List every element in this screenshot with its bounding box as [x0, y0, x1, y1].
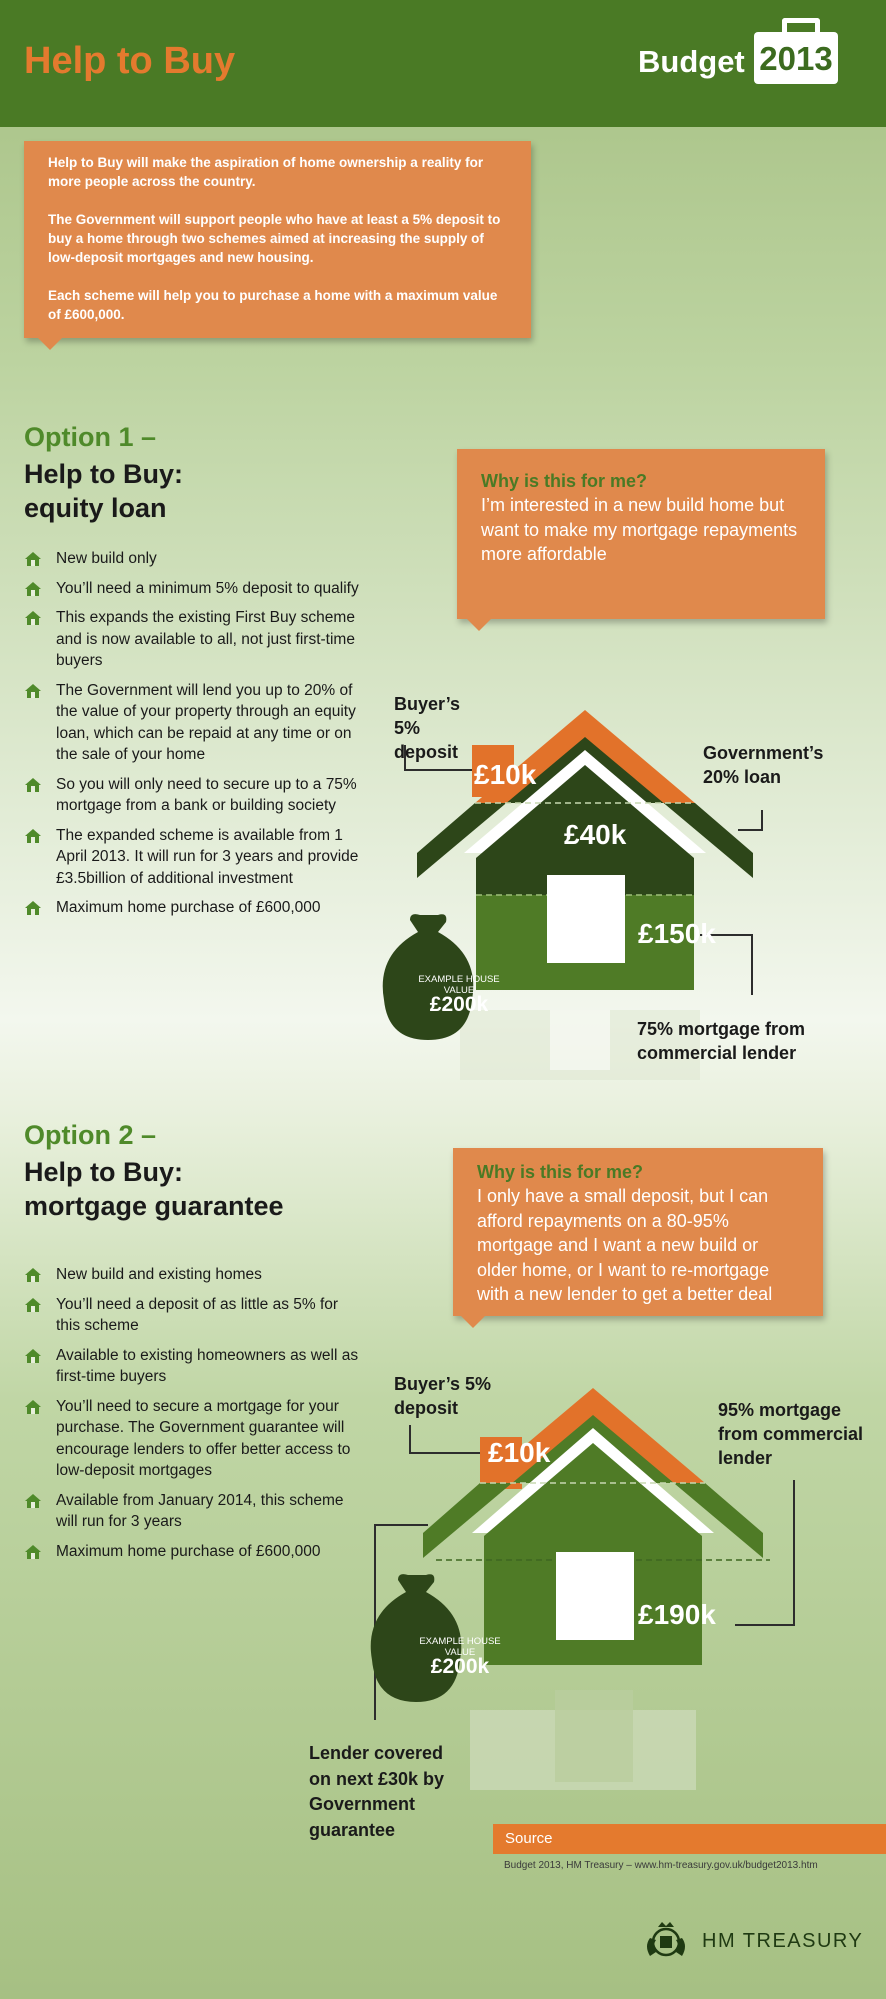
mortgage-value: £150k: [638, 918, 716, 949]
option2-title-line1: Help to Buy:: [24, 1157, 183, 1187]
house-bullet-icon: [24, 683, 42, 699]
why-text: I’m interested in a new build home but want to make my mortgage repayments more affordable: [481, 495, 798, 564]
list-item: Available to existing homeowners as well as first-time buyers: [24, 1345, 364, 1388]
bag-value: £200k: [430, 1655, 490, 1678]
callout-line: [738, 810, 762, 830]
bag-caption: EXAMPLE HOUSE VALUE: [419, 1636, 501, 1658]
page-title: Help to Buy: [24, 40, 236, 82]
callout-line: [735, 1480, 794, 1625]
option1-label: Option 1 –: [24, 422, 157, 452]
header-bar: [0, 0, 886, 127]
source-link-text[interactable]: Budget 2013, HM Treasury – www.hm-treasury.gov.uk/budget2013.htm: [504, 1860, 818, 1871]
guarantee-label: Lender covered on next £30k by Government guarantee: [309, 1743, 445, 1840]
speech-tail: [461, 1316, 485, 1328]
list-item: You’ll need a deposit of as little as 5% for this scheme: [24, 1294, 364, 1337]
why-heading: Why is this for me?: [477, 1162, 644, 1182]
hm-treasury-label: HM TREASURY: [702, 1930, 864, 1952]
option1-title-line1: Help to Buy:: [24, 459, 183, 489]
loan-value: £40k: [564, 819, 627, 850]
bag-value: £200k: [429, 993, 489, 1016]
house-bullet-icon: [24, 551, 42, 567]
deposit-label: Buyer’s 5% deposit: [394, 1374, 492, 1418]
budget-logo-year: 2013: [759, 40, 833, 77]
callout-line: [410, 1425, 480, 1453]
house-bullet-icon: [24, 1348, 42, 1364]
house-window: [556, 1552, 634, 1640]
source-bar: Source: [493, 1824, 886, 1854]
option2-bullet-list: [24, 1264, 364, 1570]
deposit-label: Buyer’s 5% deposit: [394, 694, 461, 762]
list-item: New build only: [24, 548, 364, 570]
option2-title-line2: mortgage guarantee: [24, 1191, 284, 1221]
loan-label: Government’s 20% loan: [703, 743, 824, 787]
house-bullet-icon: [24, 610, 42, 626]
option1-why-box: [457, 449, 825, 619]
house-bullet-icon: [24, 900, 42, 916]
mortgage-value: £190k: [638, 1599, 716, 1630]
house-window: [547, 875, 625, 963]
speech-tail: [467, 619, 491, 631]
house-bullet-icon: [24, 777, 42, 793]
option2-label: Option 2 –: [24, 1120, 157, 1150]
list-item: The Government will lend you up to 20% of the value of your property through an equity loan, which can be repaid at any time or on the sale of your home: [24, 680, 364, 766]
list-item: You’ll need a minimum 5% deposit to qualify: [24, 578, 364, 600]
house-reflection-window: [555, 1690, 633, 1782]
list-item: So you will only need to secure up to a 75% mortgage from a bank or building society: [24, 774, 364, 817]
intro-paragraph: Help to Buy will make the aspiration of home ownership a reality for more people across the country.: [48, 155, 484, 189]
budget-logo-word: Budget: [638, 44, 745, 79]
option1-bullet-list: [24, 548, 364, 927]
house-bullet-icon: [24, 1544, 42, 1560]
list-item: This expands the existing First Buy scheme and is now available to all, not just first-time buyers: [24, 607, 364, 672]
house-bullet-icon: [24, 581, 42, 597]
list-item: Available from January 2014, this scheme will run for 3 years: [24, 1490, 364, 1533]
speech-tail: [38, 338, 62, 350]
deposit-value: £10k: [474, 759, 537, 790]
list-item: Maximum home purchase of £600,000: [24, 897, 364, 919]
deposit-value: £10k: [488, 1437, 551, 1468]
house-bullet-icon: [24, 1297, 42, 1313]
budget-briefcase-icon: [754, 32, 838, 84]
house-reflection-window: [550, 1010, 610, 1070]
list-item: Maximum home purchase of £600,000: [24, 1541, 364, 1563]
house-bullet-icon: [24, 828, 42, 844]
house-bullet-icon: [24, 1399, 42, 1415]
list-item: You’ll need to secure a mortgage for your purchase. The Government guarantee will encourage lenders to offer better access to low-deposit mortgages: [24, 1396, 364, 1482]
mortgage-label: 95% mortgage from commercial lender: [718, 1400, 864, 1468]
house-bullet-icon: [24, 1493, 42, 1509]
house-bullet-icon: [24, 1267, 42, 1283]
why-text: I only have a small deposit, but I can afford repayments on a 80-95% mortgage and I want a new build or older home, or I want to re-mortgage with a new lender to get a better deal: [477, 1186, 773, 1304]
intro-paragraph: The Government will support people who have at least a 5% deposit to buy a home through two schemes aimed at increasing the supply of low-deposit mortgages and new housing.: [48, 212, 501, 265]
option1-title-line2: equity loan: [24, 493, 167, 523]
option2-why-box: [453, 1148, 823, 1316]
mortgage-label: 75% mortgage from commercial lender: [637, 1019, 806, 1063]
intro-box: [24, 141, 531, 338]
bag-caption: EXAMPLE HOUSE VALUE: [418, 974, 500, 996]
list-item: New build and existing homes: [24, 1264, 364, 1286]
list-item: The expanded scheme is available from 1 April 2013. It will run for 3 years and provide £3.5billion of additional investment: [24, 825, 364, 890]
why-heading: Why is this for me?: [481, 471, 648, 491]
intro-paragraph: Each scheme will help you to purchase a home with a maximum value of £600,000.: [48, 288, 498, 322]
